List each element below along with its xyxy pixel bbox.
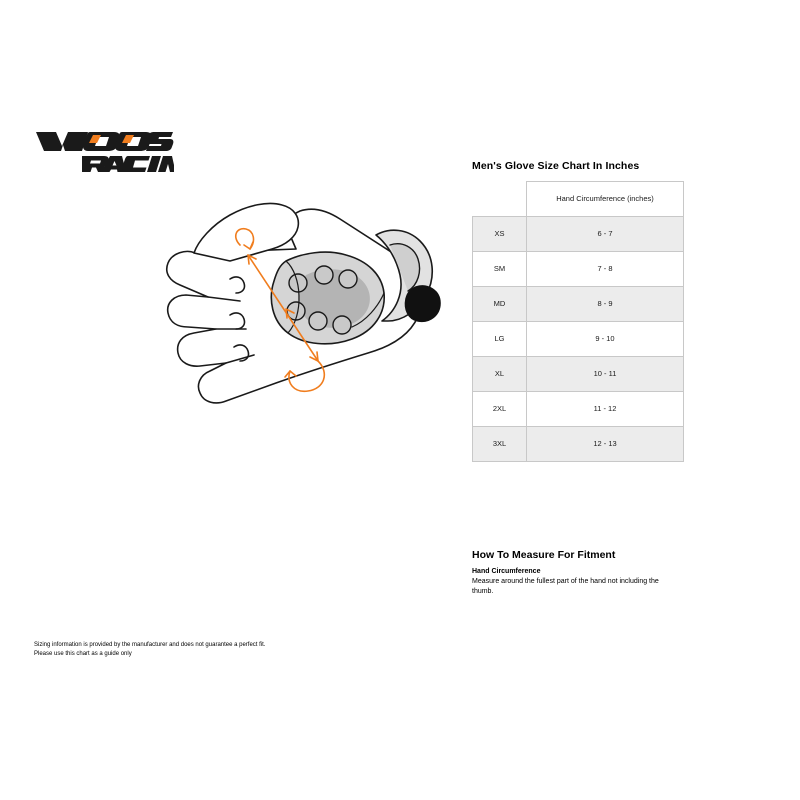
size-value: 8 - 9 (527, 286, 684, 321)
table-row (473, 251, 684, 286)
table-row (473, 356, 684, 391)
disclaimer-line-1: Sizing information is provided by the manufacturer and does not guarantee a perfect fit. (34, 642, 266, 648)
size-value: 6 - 7 (527, 216, 684, 251)
size-label: LG (473, 321, 527, 356)
size-label: 3XL (473, 426, 527, 461)
moose-racing-logo (34, 128, 174, 174)
size-label: MD (473, 286, 527, 321)
size-value: 10 - 11 (527, 356, 684, 391)
table-row (473, 426, 684, 461)
table-row (473, 321, 684, 356)
size-label: SM (473, 251, 527, 286)
glove-hand-measurement-diagram (90, 175, 460, 455)
disclaimer-line-2: Please use this chart as a guide only (34, 651, 132, 657)
table-row (473, 391, 684, 426)
size-chart-table (472, 181, 684, 462)
table-header-blank (473, 182, 527, 217)
measure-section-title: How To Measure For Fitment (472, 549, 616, 561)
measure-instructions: Measure around the fullest part of the hand not including the thumb. (472, 578, 659, 596)
table-row (473, 286, 684, 321)
table-header-circumference: Hand Circumference (inches) (527, 182, 684, 217)
size-label: 2XL (473, 391, 527, 426)
table-row (473, 216, 684, 251)
chart-title: Men's Glove Size Chart In Inches (472, 160, 640, 172)
size-value: 11 - 12 (527, 391, 684, 426)
measure-subtitle: Hand Circumference (472, 568, 541, 575)
size-label: XL (473, 356, 527, 391)
table-header-row (473, 182, 684, 217)
size-label: XS (473, 216, 527, 251)
size-value: 12 - 13 (527, 426, 684, 461)
size-value: 7 - 8 (527, 251, 684, 286)
disclaimer (34, 641, 364, 659)
size-value: 9 - 10 (527, 321, 684, 356)
